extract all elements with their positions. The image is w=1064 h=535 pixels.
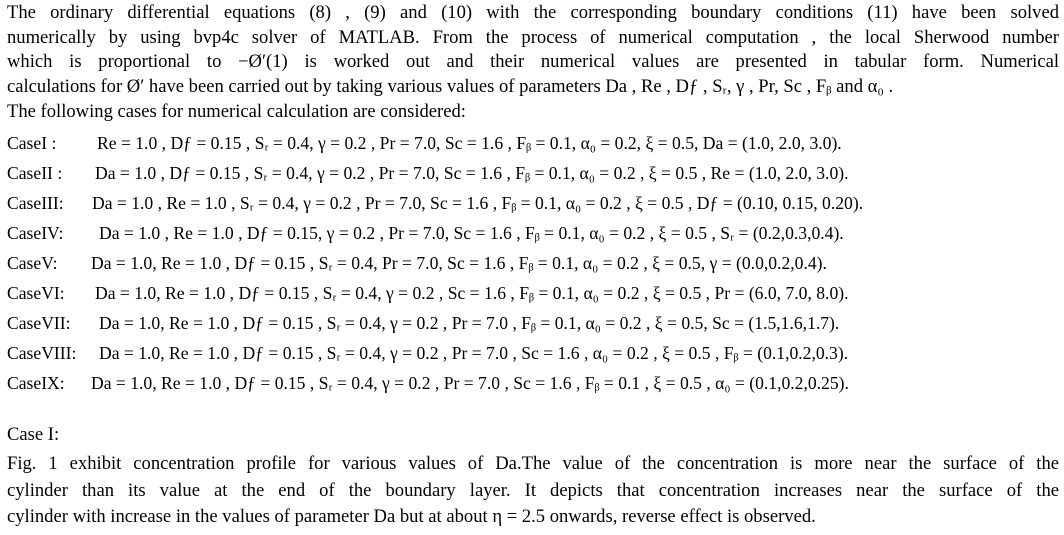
case-params: Da = 1.0 , Dƒ = 0.15 , Sᵣ = 0.4, γ = 0.2 , Pr = 7.0, Sc = 1.6 , Fᵦ = 0.1, α₀ = 0.2 , ξ = 0.5 , Re = (1.0, 2.0, 3.0). xyxy=(95,163,849,183)
case-params: Da = 1.0 , Re = 1.0 , Sᵣ = 0.4, γ = 0.2 , Pr = 7.0, Sc = 1.6 , Fᵦ = 0.1, α₀ = 0.2 , ξ = 0.5 , Dƒ = (0.10, 0.15, 0.20). xyxy=(92,193,864,213)
case-params: Da = 1.0, Re = 1.0 , Dƒ = 0.15 , Sᵣ = 0.4, γ = 0.2 , Sc = 1.6 , Fᵦ = 0.1, α₀ = 0.2 , ξ = 0.5 , Pr = (6.0, 7.0, 8.0). xyxy=(95,283,849,303)
case-params: Da = 1.0 , Re = 1.0 , Dƒ = 0.15, γ = 0.2 , Pr = 7.0, Sc = 1.6 , Fᵦ = 0.1, α₀ = 0.2 , ξ = 0.5 , Sᵣ = (0.2,0.3,0.4). xyxy=(99,223,844,243)
case-row xyxy=(7,191,864,215)
case-row xyxy=(7,341,849,365)
case-row xyxy=(7,281,849,305)
cases-intro xyxy=(7,100,1059,125)
case-label: CaseVII: xyxy=(7,313,71,333)
case-label: CaseIII: xyxy=(7,193,64,213)
case-label: CaseII : xyxy=(7,163,63,183)
case-label: CaseV: xyxy=(7,253,58,273)
case-label: CaseVIII: xyxy=(7,343,77,363)
intro-line: which is proportional to −Ø′(1) is worked out and their numerical values are presented in tabular form. Numerical xyxy=(7,51,1059,73)
intro-line: The ordinary differential equations (8) , (9) and (10) with the corresponding boundary conditions (11) have been solved xyxy=(7,2,1059,23)
case-params: Da = 1.0, Re = 1.0 , Dƒ = 0.15 , Sᵣ = 0.4, γ = 0.2 , Pr = 7.0 , Sc = 1.6 , α₀ = 0.2 , ξ = 0.5 , Fᵦ = (0.1,0.2,0.3). xyxy=(99,343,849,363)
case-label: CaseIX: xyxy=(7,373,65,393)
case-row xyxy=(7,161,849,185)
case-label: CaseIV: xyxy=(7,223,64,243)
discussion-line: cylinder with increase in the values of parameter Da but at about η = 2.5 onwards, reverse effect is observed. xyxy=(7,506,816,527)
discussion-paragraph xyxy=(7,451,1059,531)
case-params: Re = 1.0 , Dƒ = 0.15 , Sᵣ = 0.4, γ = 0.2 , Pr = 7.0, Sc = 1.6 , Fᵦ = 0.1, α₀ = 0.2, ξ = 0.5, Da = (1.0, 2.0, 3.0). xyxy=(97,133,842,153)
intro-line: calculations for Ø′ have been carried out by taking various values of parameters Da , Re , Dƒ , Sᵣ, γ , Pr, Sc , Fᵦ and α₀ . xyxy=(7,75,894,97)
cases-intro-text: The following cases for numerical calculation are considered: xyxy=(7,101,466,122)
case-row xyxy=(7,131,842,155)
case-params: Da = 1.0, Re = 1.0 , Dƒ = 0.15 , Sᵣ = 0.4, γ = 0.2 , Pr = 7.0 , Fᵦ = 0.1, α₀ = 0.2 , ξ = 0.5, Sc = (1.5,1.6,1.7). xyxy=(99,313,840,333)
discussion-line: cylinder than its value at the end of the boundary layer. It depicts that concentration increases near the surface of the xyxy=(7,479,1059,501)
case-label: CaseVI: xyxy=(7,283,65,303)
case-row xyxy=(7,221,844,245)
intro-paragraph xyxy=(7,1,1059,99)
case-params: Da = 1.0, Re = 1.0 , Dƒ = 0.15 , Sᵣ = 0.4, Pr = 7.0, Sc = 1.6 , Fᵦ = 0.1, α₀ = 0.2 , ξ = 0.5, γ = (0.0,0.2,0.4). xyxy=(91,253,827,273)
discussion-line: Fig. 1 exhibit concentration profile for various values of Da.The value of the concentration is more near the surface of the xyxy=(7,453,1059,474)
case-label: CaseI : xyxy=(7,133,57,153)
case-row xyxy=(7,311,840,335)
case-params: Da = 1.0, Re = 1.0 , Dƒ = 0.15 , Sᵣ = 0.4, γ = 0.2 , Pr = 7.0 , Sc = 1.6 , Fᵦ = 0.1 , ξ = 0.5 , α₀ = (0.1,0.2,0.25). xyxy=(91,373,849,393)
section-heading: Case I: xyxy=(7,424,60,445)
case-row xyxy=(7,251,827,275)
case-row xyxy=(7,371,849,395)
intro-line: numerically by using bvp4c solver of MATLAB. From the process of numerical computation , the local Sherwood number xyxy=(7,26,1059,48)
